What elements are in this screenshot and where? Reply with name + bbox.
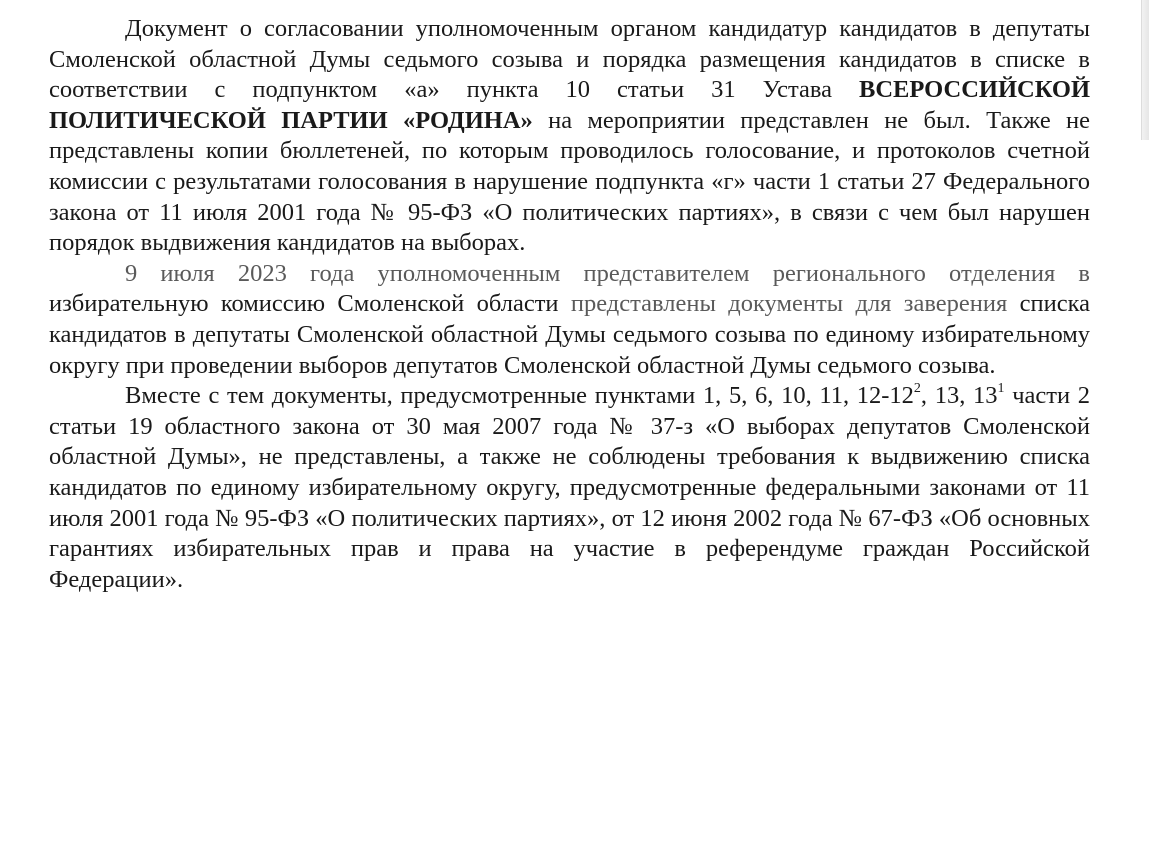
paragraph-2-date-representative: 9 июля 2023 года уполномоченным представителем регионального отделения в	[125, 259, 1090, 287]
paragraph-3-text-middle: , 13, 13	[920, 382, 998, 410]
paragraph-2-list-description: списка кандидатов в депутаты Смоленской областной Думы седьмого созыва по единому избирательному округу при проведении выборов депутатов Смоленской областной Думы седьмого созыва.	[49, 290, 1090, 379]
paragraph-1-text-end: на мероприятии представлен не был. Также не представлены копии бюллетеней, по которым проводилось голосование, и протоколов счетной комиссии с результатами голосования в нарушение подпункта «г» части 1 статьи 27 Федерального закона от 11 июля 2001 года № 95-ФЗ «О политических партиях», в связи с чем был нарушен порядок выдвижения кандидатов на выборах.	[49, 106, 1090, 257]
paragraph-2-documents-submitted: представлены документы для заверения	[570, 290, 1008, 318]
paragraph-2-commission: избирательную комиссию Смоленской области	[49, 290, 571, 318]
paragraph-1	[49, 14, 1090, 259]
paragraph-3-text-start: Вместе с тем документы, предусмотренные пунктами 1, 5, 6, 10, 11, 12-12	[125, 382, 914, 410]
paragraph-3	[49, 381, 1090, 595]
paragraph-2	[49, 259, 1090, 381]
paragraph-3-text-end: части 2 статьи 19 областного закона от 30 мая 2007 года № 37-з «О выборах депутатов Смоленской областной Думы», не представлены, а также не соблюдены требования к выдвижению списка кандидатов по единому избирательному округу, предусмотренные федеральными законами от 11 июля 2001 года № 95-ФЗ «О политических партиях», от 12 июня 2002 года № 67-ФЗ «Об основных гарантиях избирательных прав и права на участие в референдуме граждан Российской Федерации».	[49, 382, 1090, 593]
superscript-2: 2	[913, 380, 921, 396]
superscript-1: 1	[997, 380, 1005, 396]
paragraph-1-text-start: Документ о согласовании уполномоченным органом кандидатур кандидатов в депутаты Смоленской областной Думы седьмого созыва и порядка размещения кандидатов в списке в соответствии с подпунктом «а» пункта 10 статьи 31 Устава	[49, 15, 1090, 104]
scrollbar-edge[interactable]	[1141, 0, 1149, 140]
document-body	[49, 14, 1090, 595]
party-name: ВСЕРОССИЙСКОЙ ПОЛИТИЧЕСКОЙ ПАРТИИ «РОДИНА»	[49, 76, 1090, 134]
